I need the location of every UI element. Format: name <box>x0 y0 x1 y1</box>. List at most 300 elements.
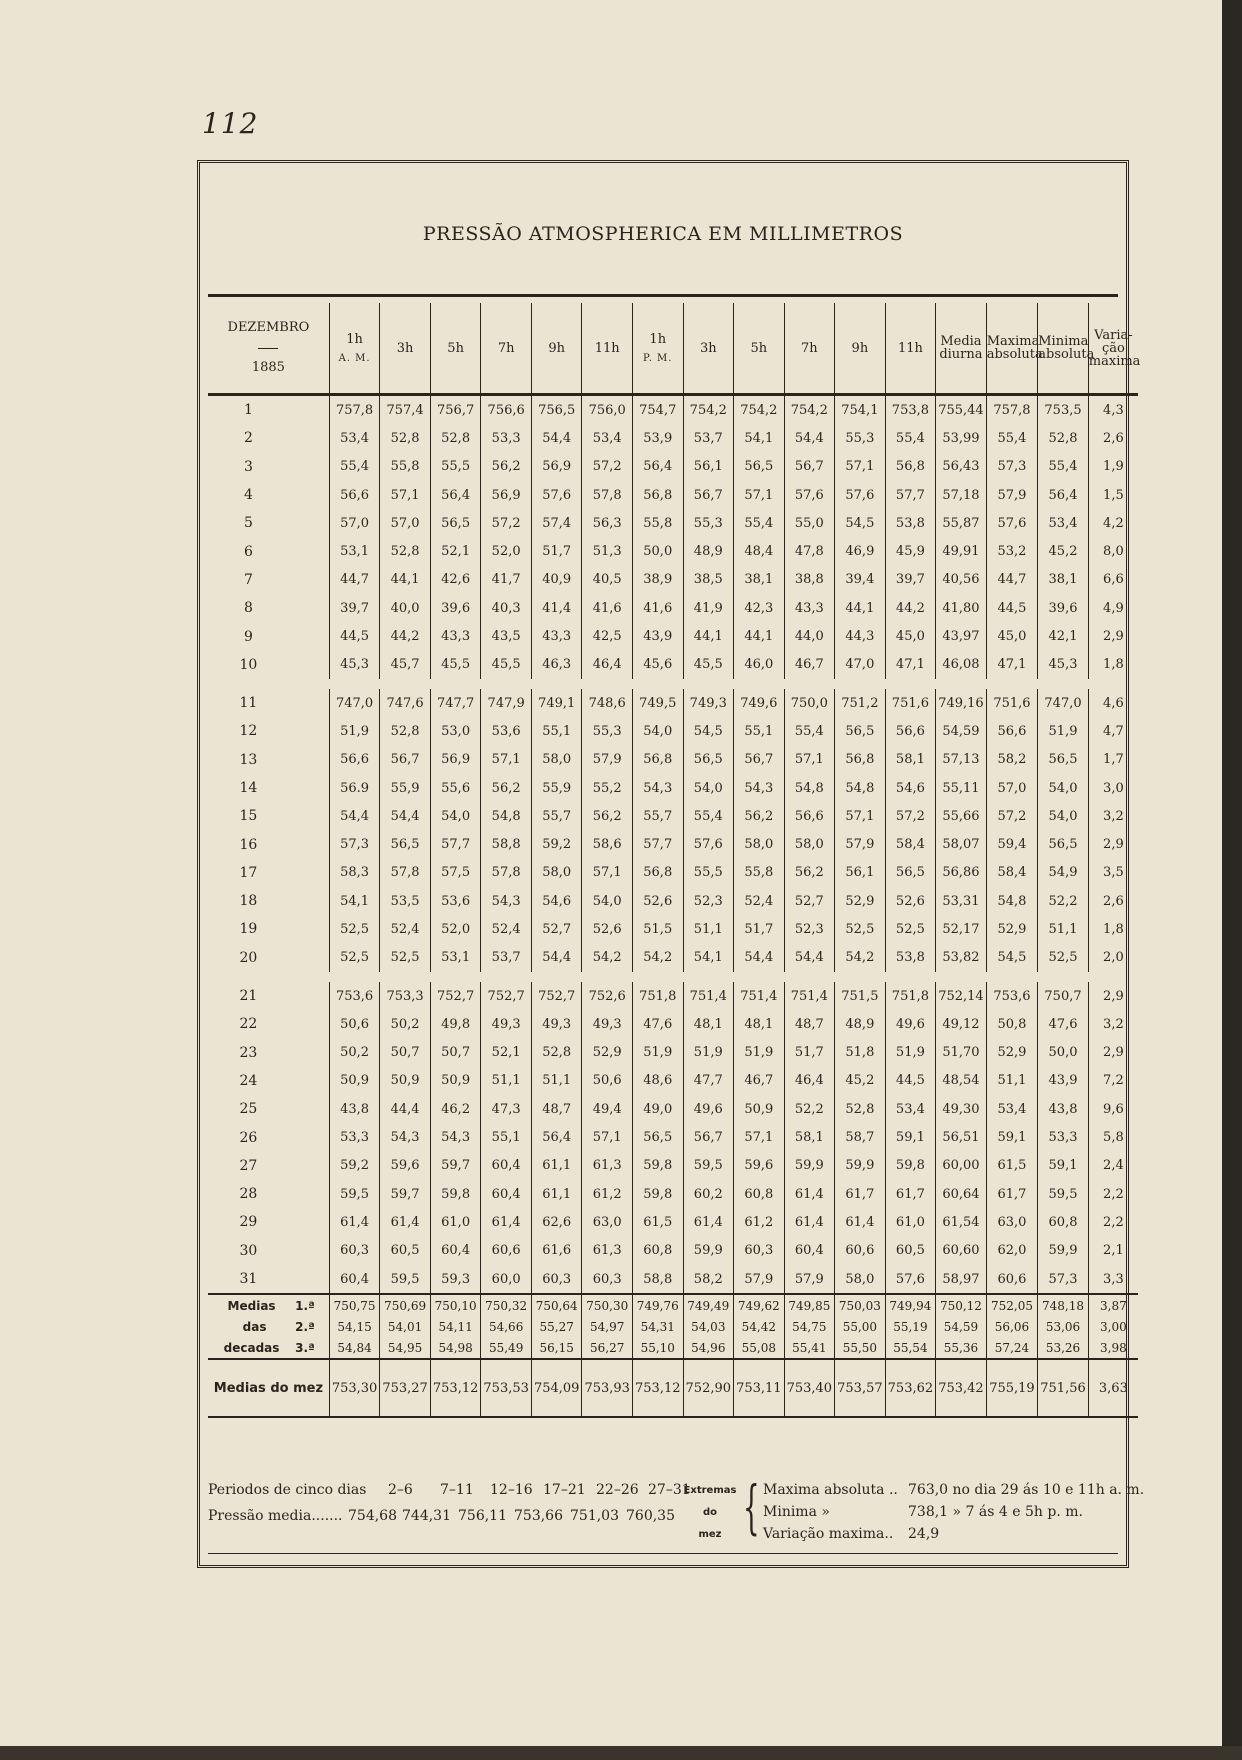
day-number: 26 <box>239 1129 258 1146</box>
pressure-cell: 60,3 <box>329 1237 380 1265</box>
pressure-cell: 57,1 <box>380 481 431 509</box>
pressure-cell: 57,1 <box>734 1123 785 1151</box>
pressure-cell: 44,1 <box>835 594 886 622</box>
pressure-cell: 753,5 <box>1038 395 1089 425</box>
pressure-cell: 39,6 <box>1038 594 1089 622</box>
pressure-cell: 40,0 <box>380 594 431 622</box>
pressure-cell: 53,7 <box>683 424 734 452</box>
day-number: 27 <box>239 1157 258 1174</box>
decade-mean-cell: 54,84 <box>329 1337 380 1359</box>
decade-mean-cell: 54,03 <box>683 1316 734 1337</box>
day-number: 9 <box>243 628 253 645</box>
pressure-cell: 55,4 <box>683 802 734 830</box>
page-bottom-edge <box>0 1746 1242 1760</box>
period-pressure-value: 754,68 <box>348 1508 397 1524</box>
decade-mean-cell: 54,59 <box>936 1316 987 1337</box>
pressure-cell: 57,6 <box>835 481 886 509</box>
pressure-cell: 49,8 <box>430 1010 481 1038</box>
pressure-cell: 2,0 <box>1088 944 1138 972</box>
pressure-cell: 752,7 <box>430 982 481 1010</box>
pressure-cell: 46,2 <box>430 1095 481 1123</box>
pressure-cell: 53,8 <box>885 944 936 972</box>
day-number: 23 <box>239 1044 258 1061</box>
pressure-cell: 44,5 <box>885 1067 936 1095</box>
pressure-cell: 53,31 <box>936 887 987 915</box>
pressure-cell: 50,6 <box>582 1067 633 1095</box>
pressure-cell: 47,1 <box>986 651 1038 679</box>
pressure-cell: 8,0 <box>1088 537 1138 565</box>
pressure-cell: 59,9 <box>1038 1237 1089 1265</box>
pressure-cell: 50,0 <box>632 537 683 565</box>
pressure-cell: 57,1 <box>835 453 886 481</box>
period-value: 7–11 <box>440 1482 474 1498</box>
pressure-cell: 46,0 <box>734 651 785 679</box>
pressure-cell: 40,5 <box>582 566 633 594</box>
pressure-cell: 43,97 <box>936 622 987 650</box>
decade-mean-cell: 53,06 <box>1038 1316 1089 1337</box>
pressure-cell: 38,1 <box>734 566 785 594</box>
decade-mean-cell: 55,10 <box>632 1337 683 1359</box>
decade-mean-cell: 749,49 <box>683 1295 734 1316</box>
pressure-cell: 60,60 <box>936 1237 987 1265</box>
pressure-cell: 3,0 <box>1088 774 1138 802</box>
pressure-cell: 57,2 <box>885 802 936 830</box>
pressure-cell: 756,0 <box>582 395 633 425</box>
pressure-cell: 57,6 <box>784 481 835 509</box>
pressure-cell: 58,3 <box>329 859 380 887</box>
pressure-cell: 56,4 <box>1038 481 1089 509</box>
month-mean-cell: 3,63 <box>1088 1359 1138 1417</box>
pressure-cell: 51,9 <box>632 1039 683 1067</box>
pressure-cell: 58,0 <box>784 830 835 858</box>
table-row <box>208 774 1138 802</box>
decade-mean-cell: 56,27 <box>582 1337 633 1359</box>
decade-mean-cell: 55,27 <box>531 1316 582 1337</box>
table-row <box>208 424 1138 452</box>
pressure-cell: 54,3 <box>481 887 532 915</box>
pressure-cell: 54,4 <box>784 424 835 452</box>
decade-mean-cell: 54,01 <box>380 1316 431 1337</box>
pressure-cell: 54,6 <box>885 774 936 802</box>
pressure-cell: 52,7 <box>784 887 835 915</box>
day-number: 21 <box>239 988 258 1005</box>
pressure-cell: 56,7 <box>683 481 734 509</box>
pressure-cell: 50,9 <box>380 1067 431 1095</box>
pressure-cell: 46,08 <box>936 651 987 679</box>
pressure-cell: 50,9 <box>734 1095 785 1123</box>
ext-var-label: Variação maxima.. <box>763 1526 894 1542</box>
month-mean-cell: 753,12 <box>430 1359 481 1417</box>
day-number: 3 <box>243 458 253 475</box>
pressure-cell: 43,3 <box>784 594 835 622</box>
decade-mean-cell: 55,36 <box>936 1337 987 1359</box>
decade-mean-cell: 55,54 <box>885 1337 936 1359</box>
month-mean-cell: 753,42 <box>936 1359 987 1417</box>
pressure-cell: 3,2 <box>1088 802 1138 830</box>
pressure-cell: 61,4 <box>784 1180 835 1208</box>
period-value: 2–6 <box>388 1482 413 1498</box>
pressure-cell: 59,5 <box>380 1265 431 1294</box>
pressure-cell: 45,5 <box>481 651 532 679</box>
pressure-cell: 59,5 <box>329 1180 380 1208</box>
hour-header: 9h <box>835 303 886 395</box>
pressure-cell: 55,1 <box>531 717 582 745</box>
pressure-cell: 56,9 <box>531 453 582 481</box>
pressure-cell: 52,5 <box>885 915 936 943</box>
pressure-cell: 50,9 <box>329 1067 380 1095</box>
pressure-cell: 52,2 <box>1038 887 1089 915</box>
pressure-cell: 755,44 <box>936 395 987 425</box>
table-row <box>208 651 1138 679</box>
month-mean-cell: 755,19 <box>986 1359 1038 1417</box>
pressure-cell: 749,1 <box>531 689 582 717</box>
pressure-cell: 48,6 <box>632 1067 683 1095</box>
pressure-cell: 57,7 <box>632 830 683 858</box>
pressure-cell: 41,6 <box>582 594 633 622</box>
pressure-cell: 54,4 <box>380 802 431 830</box>
pressure-cell: 53,1 <box>329 537 380 565</box>
table-row <box>208 982 1138 1010</box>
pressure-cell: 42,5 <box>582 622 633 650</box>
pressure-cell: 52,9 <box>582 1039 633 1067</box>
pressure-cell: 59,8 <box>885 1152 936 1180</box>
pressure-cell: 55,0 <box>784 509 835 537</box>
pressure-cell: 52,6 <box>885 887 936 915</box>
pressure-cell: 45,3 <box>329 651 380 679</box>
pressure-cell: 52,6 <box>632 887 683 915</box>
pressure-cell: 51,3 <box>582 537 633 565</box>
day-number: 13 <box>239 751 258 768</box>
table-row <box>208 481 1138 509</box>
pressure-cell: 55,5 <box>430 453 481 481</box>
decade-mean-cell: 750,32 <box>481 1295 532 1316</box>
pressure-cell: 55,7 <box>632 802 683 830</box>
table-row <box>208 717 1138 745</box>
pressure-cell: 39,4 <box>835 566 886 594</box>
pressure-cell: 59,9 <box>683 1237 734 1265</box>
pressure-cell: 57,13 <box>936 746 987 774</box>
pressure-cell: 749,5 <box>632 689 683 717</box>
page-number: 112 <box>202 107 259 140</box>
pressure-cell: 48,54 <box>936 1067 987 1095</box>
pressure-cell: 41,9 <box>683 594 734 622</box>
pressure-cell: 53,6 <box>430 887 481 915</box>
hour-header: 7h <box>481 303 532 395</box>
table-row <box>208 1010 1138 1038</box>
pressure-cell: 55,5 <box>683 859 734 887</box>
pressure-cell: 61,7 <box>986 1180 1038 1208</box>
table-title: PRESSÃO ATMOSPHERICA EM MILLIMETROS <box>422 223 904 245</box>
pressure-cell: 47,1 <box>885 651 936 679</box>
day-number: 28 <box>239 1186 258 1203</box>
decade-mean-cell: 54,98 <box>430 1337 481 1359</box>
pressure-cell: 61,7 <box>885 1180 936 1208</box>
pressure-cell: 54,8 <box>986 887 1038 915</box>
pressure-cell: 54,5 <box>835 509 886 537</box>
pressure-cell: 51,7 <box>784 1039 835 1067</box>
pressure-cell: 56,5 <box>835 717 886 745</box>
day-number: 19 <box>239 921 258 938</box>
pressure-cell: 56,6 <box>784 802 835 830</box>
pressure-cell: 51,1 <box>481 1067 532 1095</box>
month-mean-cell: 751,56 <box>1038 1359 1089 1417</box>
pressure-cell: 52,3 <box>784 915 835 943</box>
pressure-cell: 54,8 <box>835 774 886 802</box>
pressure-cell: 4,2 <box>1088 509 1138 537</box>
footer-rule <box>208 1553 1118 1554</box>
pressure-cell: 61,4 <box>481 1208 532 1236</box>
pressure-cell: 3,2 <box>1088 1010 1138 1038</box>
decade-mean-cell: 55,08 <box>734 1337 785 1359</box>
pressure-cell: 51,8 <box>835 1039 886 1067</box>
pressure-cell: 57,0 <box>329 509 380 537</box>
pressure-cell: 56,2 <box>481 453 532 481</box>
pressure-cell: 59,8 <box>632 1152 683 1180</box>
pressure-cell: 50,9 <box>430 1067 481 1095</box>
pressure-cell: 53,5 <box>380 887 431 915</box>
pressure-cell: 56,5 <box>683 746 734 774</box>
pressure-cell: 2,6 <box>1088 424 1138 452</box>
pressure-cell: 55,4 <box>784 717 835 745</box>
pressure-cell: 54,0 <box>430 802 481 830</box>
pressure-cell: 55,9 <box>380 774 431 802</box>
day-number: 16 <box>239 836 258 853</box>
decade-mean-cell: 750,64 <box>531 1295 582 1316</box>
period-value: 12–16 <box>490 1482 533 1498</box>
decade-mean-cell: 750,69 <box>380 1295 431 1316</box>
decade-mean-cell: 54,97 <box>582 1316 633 1337</box>
pressure-cell: 2,9 <box>1088 830 1138 858</box>
pressure-cell: 49,3 <box>481 1010 532 1038</box>
pressure-cell: 60,4 <box>329 1265 380 1294</box>
pressure-cell: 56,9 <box>430 746 481 774</box>
pressure-cell: 61,2 <box>582 1180 633 1208</box>
pressure-cell: 55,87 <box>936 509 987 537</box>
pressure-cell: 49,0 <box>632 1095 683 1123</box>
pressure-cell: 52,8 <box>1038 424 1089 452</box>
pressure-cell: 54,1 <box>683 944 734 972</box>
pressure-cell: 63,0 <box>582 1208 633 1236</box>
day-number: 2 <box>243 430 253 447</box>
pressure-cell: 46,4 <box>784 1067 835 1095</box>
pressure-cell: 45,2 <box>835 1067 886 1095</box>
month-mean-cell: 754,09 <box>531 1359 582 1417</box>
pressure-cell: 38,1 <box>1038 566 1089 594</box>
pressure-cell: 44,5 <box>986 594 1038 622</box>
pressure-cell: 47,7 <box>683 1067 734 1095</box>
pressure-cell: 46,7 <box>784 651 835 679</box>
decade-mean-cell: 54,96 <box>683 1337 734 1359</box>
pressure-cell: 62,6 <box>531 1208 582 1236</box>
month-mean-cell: 753,62 <box>885 1359 936 1417</box>
pressure-cell: 57,7 <box>885 481 936 509</box>
pressure-cell: 754,7 <box>632 395 683 425</box>
pressure-cell: 42,1 <box>1038 622 1089 650</box>
pressure-cell: 45,7 <box>380 651 431 679</box>
pressure-cell: 49,4 <box>582 1095 633 1123</box>
pressure-cell: 52,5 <box>1038 944 1089 972</box>
pressure-cell: 749,16 <box>936 689 987 717</box>
pressure-cell: 44,7 <box>986 566 1038 594</box>
pressure-cell: 59,4 <box>986 830 1038 858</box>
pressure-cell: 56,1 <box>683 453 734 481</box>
pressure-cell: 56,7 <box>784 453 835 481</box>
pressure-cell: 49,6 <box>683 1095 734 1123</box>
decade-mean-cell: 57,24 <box>986 1337 1038 1359</box>
pressure-cell: 54,4 <box>734 944 785 972</box>
pressure-cell: 45,9 <box>885 537 936 565</box>
pressure-cell: 61,7 <box>835 1180 886 1208</box>
period-pressure-value: 760,35 <box>626 1508 675 1524</box>
decade-mean-cell: 749,76 <box>632 1295 683 1316</box>
pressure-cell: 54,2 <box>835 944 886 972</box>
table-row <box>208 1152 1138 1180</box>
pressure-cell: 51,7 <box>531 537 582 565</box>
hour-header: 3h <box>683 303 734 395</box>
pressure-cell: 54,4 <box>329 802 380 830</box>
hour-header: 5h <box>734 303 785 395</box>
pressure-cell: 57,2 <box>582 453 633 481</box>
pressure-cell: 58,97 <box>936 1265 987 1294</box>
pressure-cell: 51,9 <box>734 1039 785 1067</box>
pressure-cell: 51,9 <box>885 1039 936 1067</box>
pressure-cell: 44,2 <box>380 622 431 650</box>
pressure-cell: 61,0 <box>430 1208 481 1236</box>
pressure-cell: 61,4 <box>683 1208 734 1236</box>
hour-header: 11h <box>582 303 633 395</box>
pressure-cell: 756,6 <box>481 395 532 425</box>
pressure-cell: 52,8 <box>380 537 431 565</box>
pressure-cell: 49,30 <box>936 1095 987 1123</box>
pressure-cell: 57,1 <box>784 746 835 774</box>
pressure-cell: 753,6 <box>329 982 380 1010</box>
pressure-cell: 752,7 <box>481 982 532 1010</box>
pressure-cell: 57,8 <box>380 859 431 887</box>
pressure-cell: 43,9 <box>632 622 683 650</box>
pressure-cell: 45,0 <box>885 622 936 650</box>
table-row <box>208 1095 1138 1123</box>
pressure-cell: 57,8 <box>481 859 532 887</box>
pressure-cell: 56,6 <box>986 717 1038 745</box>
pressure-cell: 54,59 <box>936 717 987 745</box>
decade-mean-cell: 749,62 <box>734 1295 785 1316</box>
pressure-cell: 56,5 <box>1038 746 1089 774</box>
pressure-cell: 58,4 <box>885 830 936 858</box>
daily-rows <box>208 395 1138 1295</box>
pressure-cell: 60,8 <box>1038 1208 1089 1236</box>
variacao-maxima-header: Varia-ção maxima <box>1088 303 1138 395</box>
pressure-cell: 49,3 <box>531 1010 582 1038</box>
pressure-cell: 54,0 <box>1038 774 1089 802</box>
decade-mean-cell: 752,05 <box>986 1295 1038 1316</box>
pressure-cell: 43,3 <box>430 622 481 650</box>
pressure-cell: 56,7 <box>683 1123 734 1151</box>
pressure-cell: 57,1 <box>835 802 886 830</box>
pressure-cell: 59,9 <box>835 1152 886 1180</box>
pressure-cell: 750,7 <box>1038 982 1089 1010</box>
pressure-cell: 42,6 <box>430 566 481 594</box>
day-number: 14 <box>239 780 258 796</box>
pressure-cell: 49,12 <box>936 1010 987 1038</box>
pressure-cell: 39,7 <box>885 566 936 594</box>
pressure-cell: 55,3 <box>835 424 886 452</box>
pressure-cell: 55,7 <box>531 802 582 830</box>
pressure-cell: 57,7 <box>430 830 481 858</box>
pressure-cell: 56,6 <box>329 481 380 509</box>
pressure-cell: 38,8 <box>784 566 835 594</box>
pressure-cell: 56,2 <box>481 774 532 802</box>
pressure-cell: 51,1 <box>683 915 734 943</box>
pressure-cell: 56,3 <box>582 509 633 537</box>
pressure-cell: 61,54 <box>936 1208 987 1236</box>
pressure-cell: 57,2 <box>986 802 1038 830</box>
pressure-cell: 59,1 <box>1038 1152 1089 1180</box>
pressure-cell: 54,2 <box>632 944 683 972</box>
table-row <box>208 1123 1138 1151</box>
pressure-cell: 9,6 <box>1088 1095 1138 1123</box>
pressure-cell: 60,4 <box>481 1180 532 1208</box>
pressure-cell: 52,3 <box>683 887 734 915</box>
pressure-table <box>208 303 1141 1418</box>
pressure-cell: 45,5 <box>683 651 734 679</box>
pressure-cell: 52,4 <box>380 915 431 943</box>
pressure-cell: 54,4 <box>531 944 582 972</box>
pressure-cell: 747,6 <box>380 689 431 717</box>
pressure-cell: 753,3 <box>380 982 431 1010</box>
pressure-cell: 50,7 <box>430 1039 481 1067</box>
pressure-cell: 59,3 <box>430 1265 481 1294</box>
pressure-cell: 56,5 <box>430 509 481 537</box>
pressure-cell: 57,6 <box>986 509 1038 537</box>
pressure-cell: 51,9 <box>683 1039 734 1067</box>
pressure-cell: 53,7 <box>481 944 532 972</box>
pressure-cell: 57,18 <box>936 481 987 509</box>
pressure-cell: 60,6 <box>835 1237 886 1265</box>
pressure-cell: 54,9 <box>1038 859 1089 887</box>
table-row <box>208 537 1138 565</box>
pressure-cell: 53,4 <box>582 424 633 452</box>
pressure-cell: 747,0 <box>1038 689 1089 717</box>
pressure-cell: 54,8 <box>784 774 835 802</box>
pressure-cell: 59,1 <box>986 1123 1038 1151</box>
pressure-cell: 747,0 <box>329 689 380 717</box>
decade-mean-cell: 54,66 <box>481 1316 532 1337</box>
pressure-cell: 52,2 <box>784 1095 835 1123</box>
pressure-cell: 2,1 <box>1088 1237 1138 1265</box>
pressure-cell: 2,2 <box>1088 1208 1138 1236</box>
pressure-cell: 1,9 <box>1088 453 1138 481</box>
pressure-cell: 52,6 <box>582 915 633 943</box>
pressure-cell: 41,7 <box>481 566 532 594</box>
media-diurna-header: Media diurna <box>936 303 987 395</box>
decade-mean-cell: 54,75 <box>784 1316 835 1337</box>
pressure-cell: 41,6 <box>632 594 683 622</box>
pressure-cell: 58,6 <box>582 830 633 858</box>
month-mean-cell: 753,53 <box>481 1359 532 1417</box>
pressure-cell: 54,1 <box>329 887 380 915</box>
table-row <box>208 1067 1138 1095</box>
pressure-cell: 43,3 <box>531 622 582 650</box>
pressure-cell: 53,8 <box>885 509 936 537</box>
pressure-cell: 49,91 <box>936 537 987 565</box>
decade-mean-cell: 54,31 <box>632 1316 683 1337</box>
day-number: 17 <box>239 864 258 881</box>
pressure-cell: 54,4 <box>784 944 835 972</box>
decade-mean-cell: 750,10 <box>430 1295 481 1316</box>
month-header: DEZEMBRO 1885 <box>208 303 329 395</box>
hour-header: 1h P. M. <box>632 303 683 395</box>
pressure-cell: 4,7 <box>1088 717 1138 745</box>
